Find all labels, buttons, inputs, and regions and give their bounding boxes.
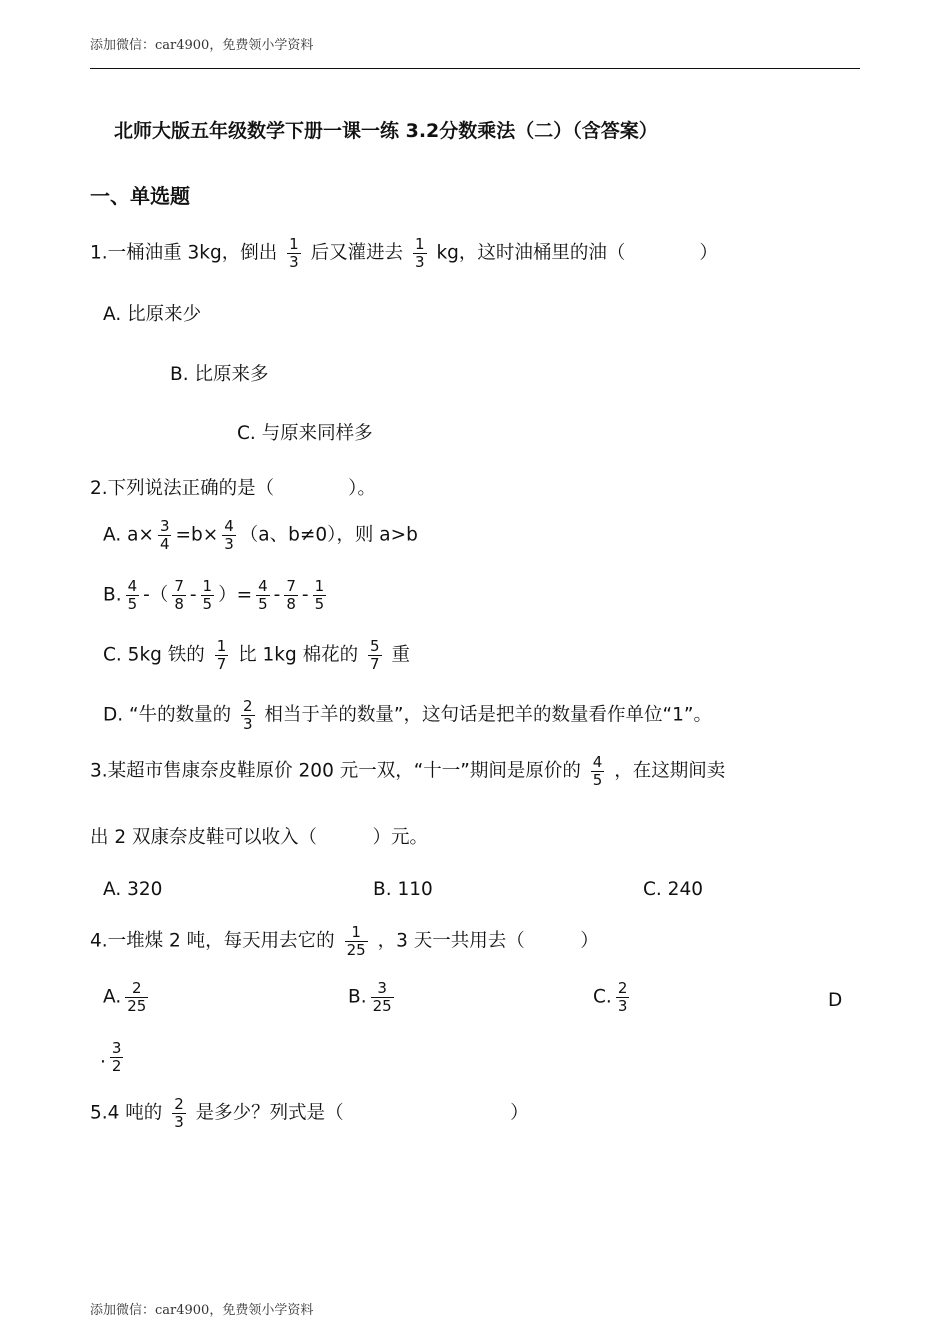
fraction [345,924,368,959]
question-5 [90,1096,529,1131]
question-3 [90,754,725,789]
question-4 [90,924,599,959]
question-1 [90,236,718,271]
fraction-numerator: 1 [289,235,299,253]
question-3-line-2: 出 2 双康奈皮鞋可以收入（ ）元。 [90,827,429,848]
fraction-numerator: 2 [174,1095,184,1113]
q2-option-d[interactable] [103,698,712,733]
q3-option-c[interactable]: C. 240 [643,879,703,900]
q1-option-c[interactable]: C. 与原来同样多 [237,423,373,444]
option-text: 重 [391,644,410,666]
fraction [172,1096,186,1131]
q3-text-2: ，在这期间卖 [614,760,726,782]
question-2: 2.下列说法正确的是（ ）。 [90,478,376,499]
fraction-denominator: 25 [346,941,366,959]
fraction-numerator: 3 [377,979,387,997]
q1-option-a[interactable]: A. 比原来少 [103,304,202,325]
fraction [222,518,236,553]
fraction [241,698,255,733]
fraction-denominator: 5 [592,771,603,789]
fraction-numerator: 5 [370,637,380,655]
fraction-denominator: 3 [617,997,628,1015]
option-text: 相当于羊的数量”，这句话是把羊的数量看作单位“1”。 [264,704,712,726]
fraction-denominator: 25 [372,997,392,1015]
fraction [215,638,229,673]
fraction-numerator: 4 [592,753,603,771]
q4-option-b[interactable] [348,980,398,1015]
fraction-denominator: 5 [258,595,268,613]
fraction-numerator: 2 [242,697,253,715]
fraction [313,578,327,613]
option-text: C. 5kg 铁的 [103,644,205,666]
fraction [616,980,630,1015]
fraction-numerator: 3 [159,517,170,535]
fraction-numerator: 2 [131,979,142,997]
fraction-denominator: 3 [415,253,425,271]
fraction-numerator: 3 [111,1039,122,1057]
option-text: B. [348,986,367,1008]
fraction-denominator: 4 [159,535,170,553]
q1-text-1: 1.一桶油重 3kg，倒出 [90,242,278,264]
option-text: A. a× [103,524,154,546]
q3-option-b[interactable]: B. 110 [373,879,433,900]
option-text: D. “牛的数量的 [103,704,232,726]
q4-option-a[interactable] [103,980,152,1015]
option-text: A. [103,986,122,1008]
fraction [368,638,382,673]
fraction-denominator: 5 [314,595,325,613]
option-text: =b× [175,524,219,546]
q4-option-d-label[interactable]: D [828,990,843,1011]
q3-option-a[interactable]: A. 320 [103,879,163,900]
section-heading: 一、单选题 [90,184,190,208]
fraction-denominator: 3 [174,1113,184,1131]
fraction [413,236,427,271]
q2-option-b[interactable] [103,578,330,613]
fraction-denominator: 3 [242,715,253,733]
footer-watermark: 添加微信：car4900，免费领小学资料 [90,1303,314,1318]
option-text: 比 1kg 棉花的 [238,644,359,666]
fraction [110,1040,124,1075]
fraction-denominator: 7 [216,655,227,673]
option-text: - [301,584,309,606]
q4-option-c[interactable] [593,980,633,1015]
option-text: - [189,584,197,606]
fraction-denominator: 3 [289,253,299,271]
header-rule [90,68,860,69]
fraction-numerator: 7 [174,577,184,595]
fraction [371,980,394,1015]
option-text: . [100,1046,106,1068]
fraction-numerator: 7 [286,577,296,595]
q5-text-1: 5.4 吨的 [90,1102,163,1124]
fraction [284,578,298,613]
fraction [126,578,140,613]
fraction-numerator: 4 [258,577,268,595]
fraction-denominator: 8 [174,595,184,613]
fraction-numerator: 1 [415,235,425,253]
fraction-numerator: 1 [314,577,325,595]
option-text: B. [103,584,122,606]
fraction [287,236,301,271]
q2-option-a[interactable] [103,518,418,553]
fraction-denominator: 2 [111,1057,122,1075]
option-text: -（ [143,584,169,606]
fraction [125,980,148,1015]
fraction-numerator: 4 [224,517,234,535]
fraction-denominator: 7 [370,655,380,673]
q1-text-2: 后又灌进去 [310,242,404,264]
q1-text-3: kg，这时油桶里的油（ ） [436,242,718,264]
fraction-denominator: 5 [127,595,138,613]
fraction-numerator: 1 [351,923,361,941]
option-text: ）= [218,584,253,606]
fraction-numerator: 4 [127,577,138,595]
fraction-numerator: 1 [216,637,227,655]
fraction [201,578,215,613]
fraction [591,754,605,789]
header-watermark: 添加微信：car4900，免费领小学资料 [90,38,314,53]
fraction-denominator: 5 [202,595,213,613]
q4-text-1: 4.一堆煤 2 吨，每天用去它的 [90,930,335,952]
fraction [256,578,270,613]
fraction [158,518,172,553]
fraction-denominator: 3 [224,535,234,553]
q2-option-c[interactable] [103,638,410,673]
fraction [172,578,186,613]
q5-text-2: 是多少？列式是（ ） [195,1102,529,1124]
q4-text-2: ，3 天一共用去（ ） [377,930,599,952]
fraction-denominator: 8 [286,595,296,613]
q1-option-b[interactable]: B. 比原来多 [170,364,269,385]
fraction-denominator: 25 [127,997,147,1015]
page-title: 北师大版五年级数学下册一课一练 3.2分数乘法（二）（含答案） [114,120,658,142]
option-text: （a、b≠0），则 a>b [239,524,418,546]
fraction-numerator: 2 [617,979,628,997]
q3-text-1: 3.某超市售康奈皮鞋原价 200 元一双，“十一”期间是原价的 [90,760,581,782]
option-text: - [273,584,281,606]
option-text: C. [593,986,612,1008]
fraction-numerator: 1 [202,577,213,595]
q4-option-d[interactable] [100,1040,127,1075]
